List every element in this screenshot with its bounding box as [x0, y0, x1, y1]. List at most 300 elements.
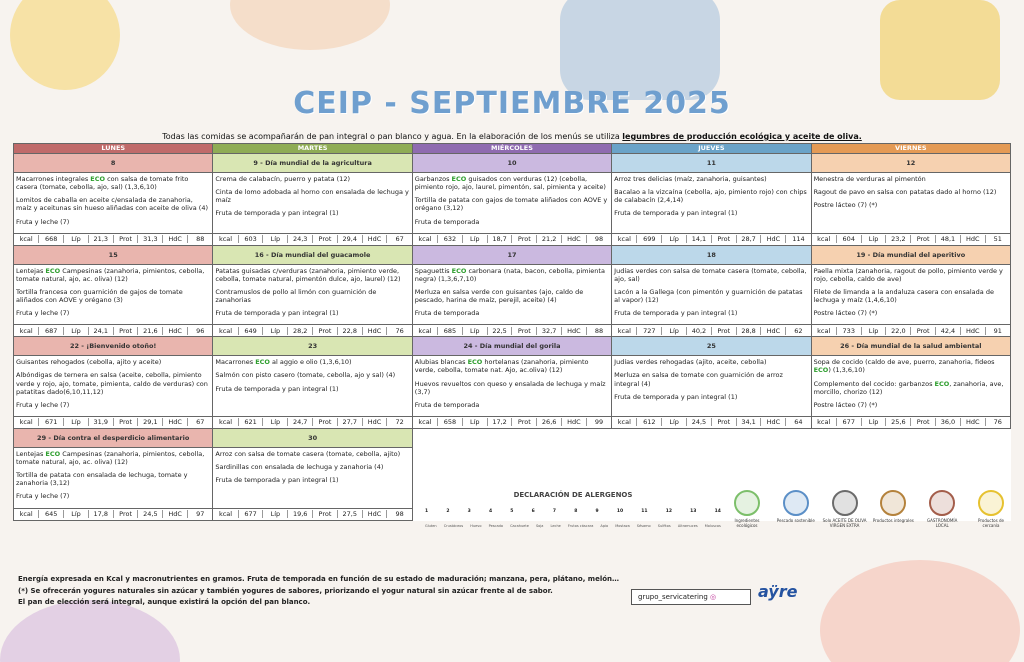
date-row	[14, 154, 1011, 173]
dish-line: Arroz con salsa de tomate casera (tomate, cebolla, ajito)	[215, 449, 401, 458]
date-header: 12	[811, 154, 1010, 173]
dish-line: Macarrones integrales ECO con salsa de tomate frito casera (tomate, cebolla, ajo, sal) (1,3,6,10)	[16, 175, 189, 192]
menu-row	[14, 264, 1011, 325]
nutrition-label: Prot	[911, 418, 936, 426]
nutrition-value-hdc: 51	[985, 235, 1010, 243]
date-header: 15	[14, 245, 213, 264]
nutrition-cell	[213, 325, 412, 337]
nutrition-value-hdc: 76	[387, 327, 412, 335]
nutrition-value-hdc: 114	[786, 235, 811, 243]
nutrition-value-hdc: 72	[387, 418, 412, 426]
nutrition-label: Líp	[263, 327, 288, 335]
day-thursday: JUEVES	[612, 144, 811, 154]
nutrition-label: HdC	[562, 418, 587, 426]
nutrition-value-prot: 21,6	[138, 327, 163, 335]
nutrition-cell	[612, 416, 811, 428]
nutrition-value-hdc: 88	[188, 235, 213, 243]
nutrition-value-lip: 24,7	[288, 418, 313, 426]
dish-line: Merluza en salsa de tomate con guarnición de arroz integral (4)	[614, 371, 783, 388]
nutrition-value-kcal: 733	[836, 327, 861, 335]
nutrition-value-kcal: 649	[238, 327, 263, 335]
nutrition-label: Prot	[911, 327, 936, 335]
allergen-name: Soja	[535, 524, 544, 528]
date-header: 11	[612, 154, 811, 173]
menu-table	[13, 143, 1011, 521]
nutrition-value-hdc: 76	[985, 418, 1010, 426]
nutrition-value-prot: 29,1	[138, 418, 163, 426]
day-menu-cell	[14, 356, 213, 417]
date-header: 9 - Día mundial de la agricultura	[213, 154, 412, 173]
nutrition-cell	[14, 325, 213, 337]
nutrition-label: Prot	[313, 418, 338, 426]
nutrition-value-hdc: 64	[786, 418, 811, 426]
allergen-number: 12	[665, 509, 672, 514]
logo-badge-icon	[783, 490, 809, 516]
nutrition-label: Líp	[64, 510, 89, 518]
nutrition-value-prot: 27,7	[337, 418, 362, 426]
nutrition-label: Prot	[113, 235, 138, 243]
nutrition-value-hdc: 97	[188, 510, 213, 518]
logo-caption: Pescado sostenible	[776, 518, 815, 523]
nutrition-label: Prot	[711, 327, 736, 335]
nutrition-label: HdC	[362, 327, 387, 335]
date-header: 18	[612, 245, 811, 264]
nutrition-row	[14, 416, 1011, 428]
nutrition-label: HdC	[761, 327, 786, 335]
dish-line: Albóndigas de ternera en salsa (aceite, cebolla, pimiento verde y rojo, ajo, tomate, pimienta, caldo de verduras) con patatitas dado(6,10,11,12)	[16, 371, 208, 396]
nutrition-value-kcal: 658	[438, 418, 463, 426]
nutrition-value-lip: 22,0	[886, 327, 911, 335]
date-header: 25	[612, 337, 811, 356]
day-menu-cell	[811, 264, 1010, 325]
nutrition-label: kcal	[617, 326, 631, 335]
decor-bag	[560, 0, 720, 100]
allergen-number: 7	[552, 509, 557, 514]
nutrition-label: HdC	[163, 235, 188, 243]
day-monday: LUNES	[14, 144, 213, 154]
nutrition-cell	[412, 325, 611, 337]
nutrition-label: Líp	[64, 235, 89, 243]
date-header: 10	[412, 154, 611, 173]
nutrition-label: Líp	[462, 235, 487, 243]
nutrition-value-lip: 24,3	[288, 235, 313, 243]
nutrition-label: Prot	[313, 235, 338, 243]
dish-line: Cinta de lomo adobada al horno con ensalada de lechuga y maíz	[215, 188, 409, 205]
nutrition-value-hdc: 91	[985, 327, 1010, 335]
date-header: 24 - Día mundial del gorila	[412, 337, 611, 356]
nutrition-value-kcal: 727	[637, 327, 662, 335]
certification-logo	[823, 490, 867, 550]
nutrition-value-kcal: 612	[637, 418, 662, 426]
day-menu-cell	[14, 173, 213, 234]
nutrition-value-prot: 48,1	[936, 235, 961, 243]
logo-caption: Ingredientes ecológicos	[734, 518, 760, 528]
date-header: 23	[213, 337, 412, 356]
nutrition-label: Prot	[911, 235, 936, 243]
dish-line: Garbanzos ECO guisados con verduras (12) (cebolla, pimiento rojo, ajo, laurel, pimentón, sal, pimienta y aceite)	[414, 175, 606, 192]
dessert-line: Fruta de temporada y pan integral (1)	[215, 476, 339, 485]
nutrition-value-hdc: 98	[387, 510, 412, 518]
nutrition-value-kcal: 668	[39, 235, 64, 243]
logo-badge-icon	[734, 490, 760, 516]
nutrition-label: Prot	[113, 418, 138, 426]
dish-line: Filete de limanda a la andaluza casera con ensalada de lechuga y maíz (1,4,6,10)	[813, 287, 994, 304]
decor-star	[880, 0, 1000, 100]
allergen-number: 10	[616, 509, 624, 514]
nutrition-cell	[811, 233, 1010, 245]
menu-row	[14, 173, 1011, 234]
nutrition-label: Líp	[263, 510, 288, 518]
allergen-name: Pescado	[488, 524, 503, 528]
nutrition-value-lip: 23,2	[886, 235, 911, 243]
nutrition-value-lip: 31,9	[88, 418, 113, 426]
nutrition-label: Líp	[861, 418, 886, 426]
eco-tag: ECO	[813, 366, 829, 375]
nutrition-label: HdC	[362, 510, 387, 518]
day-menu-cell	[213, 173, 412, 234]
nutrition-label: Líp	[64, 418, 89, 426]
nutrition-value-lip: 24,5	[687, 418, 712, 426]
allergen-title: DECLARACIÓN DE ALERGENOS	[498, 491, 648, 499]
nutrition-value-prot: 34,1	[736, 418, 761, 426]
date-header: 19 - Día mundial del aperitivo	[811, 245, 1010, 264]
nutrition-label: kcal	[817, 418, 831, 427]
certification-logo	[725, 490, 769, 550]
nutrition-label: HdC	[163, 327, 188, 335]
nutrition-label: Prot	[512, 418, 537, 426]
nutrition-cell	[14, 508, 213, 520]
nutrition-label: kcal	[418, 326, 432, 335]
nutrition-value-lip: 19,6	[288, 510, 313, 518]
nutrition-label: Líp	[662, 327, 687, 335]
dessert-line: Fruta y leche (7)	[16, 492, 70, 501]
nutrition-label: Líp	[263, 418, 288, 426]
dessert-line: Fruta de temporada	[414, 400, 480, 409]
certification-logo	[920, 490, 964, 550]
nutrition-value-kcal: 677	[836, 418, 861, 426]
dish-line: Spaguettis ECO carbonara (nata, bacon, cebolla, pimienta negra) (1,3,6,7,10)	[414, 266, 605, 283]
nutrition-value-lip: 28,2	[288, 327, 313, 335]
logo-caption: Solo ACEITE DE OLIVA VIRGEN EXTRA	[822, 518, 867, 528]
dish-line: Tortilla de patata con gajos de tomate aliñados con AOVE y orégano (3,12)	[414, 196, 608, 213]
nutrition-value-kcal: 632	[438, 235, 463, 243]
nutrition-cell	[14, 416, 213, 428]
dish-line: Lentejas ECO Campesinas (zanahoria, pimientos, cebolla, tomate natural, ajo, ac. oliva) (12)	[16, 449, 205, 466]
allergen-number: 6	[531, 509, 535, 514]
nutrition-label: HdC	[960, 235, 985, 243]
nutrition-label: kcal	[19, 418, 33, 427]
nutrition-label: kcal	[218, 235, 233, 244]
allergen-names	[423, 524, 723, 528]
intro-bold: legumbres de producción ecológica y aceite de oliva.	[622, 132, 862, 141]
day-menu-cell	[412, 264, 611, 325]
day-menu-cell	[14, 264, 213, 325]
dessert-line: Postre lácteo (7) (*)	[813, 309, 878, 318]
dish-line: Macarrones ECO al aggio e olio (1,3,6,10)	[215, 358, 352, 367]
date-header: 26 - Día mundial de la salud ambiental	[811, 337, 1010, 356]
eco-tag: ECO	[45, 266, 61, 275]
nutrition-value-kcal: 685	[438, 327, 463, 335]
nutrition-value-kcal: 604	[836, 235, 861, 243]
allergen-name: Mostaza	[615, 524, 630, 528]
nutrition-label: kcal	[19, 326, 33, 335]
dessert-line: Fruta y leche (7)	[16, 309, 70, 318]
dish-line: Patatas guisadas c/verduras (zanahoria, pimiento verde, cebolla, tomate natural, pimentón dulce, ajo, laurel) (12)	[215, 266, 401, 283]
dessert-line: Fruta y leche (7)	[16, 217, 70, 226]
date-header	[811, 428, 1010, 447]
nutrition-label: kcal	[617, 235, 631, 244]
dessert-line: Fruta de temporada y pan integral (1)	[215, 309, 339, 318]
nutrition-label: HdC	[960, 418, 985, 426]
dish-line: Guisantes rehogados (cebolla, ajito y aceite)	[16, 358, 162, 367]
nutrition-label: HdC	[362, 235, 387, 243]
logo-caption: GASTRONOMÍA LOCAL	[927, 518, 958, 528]
allergen-name: Altramuces	[677, 524, 698, 528]
certification-logo	[969, 490, 1013, 550]
nutrition-cell	[612, 325, 811, 337]
day-menu-cell	[612, 173, 811, 234]
date-row	[14, 428, 1011, 447]
dessert-line: Fruta de temporada y pan integral (1)	[614, 392, 738, 401]
dessert-line: Fruta de temporada	[414, 217, 480, 226]
nutrition-label: Líp	[64, 327, 89, 335]
nutrition-label: Líp	[462, 327, 487, 335]
nutrition-label: HdC	[163, 418, 188, 426]
nutrition-value-prot: 36,0	[936, 418, 961, 426]
eco-tag: ECO	[451, 266, 467, 275]
nutrition-cell	[612, 233, 811, 245]
nutrition-value-hdc: 98	[586, 235, 611, 243]
nutrition-label: kcal	[218, 509, 233, 518]
menu-row	[14, 356, 1011, 417]
allergen-declaration	[423, 485, 723, 575]
dish-line: Sopa de cocido (caldo de ave, puerro, zanahoria, fideos ECO) (1,3,6,10)	[813, 358, 995, 375]
nutrition-value-kcal: 621	[238, 418, 263, 426]
dessert-line: Postre lácteo (7) (*)	[813, 400, 878, 409]
nutrition-value-kcal: 677	[238, 510, 263, 518]
logo-caption: Productos integrales	[872, 518, 914, 523]
decor-bottom-right	[820, 560, 1020, 662]
date-row	[14, 337, 1011, 356]
nutrition-value-kcal: 699	[637, 235, 662, 243]
date-header: 22 - ¡Bienvenido otoño!	[14, 337, 213, 356]
nutrition-value-prot: 22,8	[337, 327, 362, 335]
allergen-name: Gluten	[425, 524, 437, 528]
dish-line: Salmón con pisto casero (tomate, cebolla, ajo y sal) (4)	[215, 371, 396, 380]
nutrition-label: kcal	[418, 418, 432, 427]
nutrition-value-lip: 14,1	[687, 235, 712, 243]
logo-caption: Productos de cercanía	[977, 518, 1004, 528]
allergen-name: Huevo	[470, 524, 482, 528]
nutrition-label: kcal	[617, 418, 631, 427]
logo-badge-icon	[929, 490, 955, 516]
nutrition-cell	[213, 416, 412, 428]
date-header: 30	[213, 428, 412, 447]
dish-line: Judías verdes rehogadas (ajito, aceite, cebolla)	[614, 358, 767, 367]
dish-line: Lacón a la Gallega (con pimentón y guarnición de patatas al vapor) (12)	[614, 287, 803, 304]
nutrition-label: HdC	[562, 235, 587, 243]
nutrition-value-kcal: 671	[39, 418, 64, 426]
nutrition-label: HdC	[163, 510, 188, 518]
nutrition-value-lip: 21,3	[88, 235, 113, 243]
dish-line: Merluza en salsa verde con guisantes (ajo, caldo de pescado, harina de maíz, perejil, aceite) (4)	[414, 287, 584, 304]
dessert-line: Fruta y leche (7)	[16, 400, 70, 409]
nutrition-value-prot: 28,7	[736, 235, 761, 243]
nutrition-label: Prot	[711, 418, 736, 426]
allergen-number: 4	[488, 509, 493, 514]
nutrition-label: Líp	[462, 418, 487, 426]
dish-line: Lomitos de caballa en aceite c/ensalada de zanahoria, maíz y aceitunas sin hueso aliñadas con aceite de oliva (4)	[16, 196, 208, 213]
certification-logo	[774, 490, 818, 550]
dish-line: Tortilla de patata con ensalada de lechuga, tomate y zanahoria (3,12)	[16, 471, 188, 488]
nutrition-row	[14, 325, 1011, 337]
date-header: 29 - Día contra el desperdicio alimentario	[14, 428, 213, 447]
nutrition-label: HdC	[562, 327, 587, 335]
nutrition-value-hdc: 99	[586, 418, 611, 426]
nutrition-value-lip: 40,2	[687, 327, 712, 335]
footer-line: El pan de elección será integral, aunque existirá la opción del pan blanco.	[18, 598, 311, 606]
nutrition-value-prot: 42,4	[936, 327, 961, 335]
nutrition-label: Líp	[662, 418, 687, 426]
nutrition-label: Prot	[512, 235, 537, 243]
day-menu-cell	[412, 173, 611, 234]
dish-line: Ragout de pavo en salsa con patatas dado al horno (12)	[813, 188, 997, 197]
allergen-number: 8	[574, 509, 578, 514]
dish-line: Sardinillas con ensalada de lechuga y zanahoria (4)	[215, 463, 384, 471]
nutrition-label: Líp	[861, 235, 886, 243]
nutrition-value-lip: 17,2	[487, 418, 512, 426]
day-wednesday: MIÉRCOLES	[412, 144, 611, 154]
allergen-number: 14	[714, 509, 721, 514]
nutrition-value-lip: 18,7	[487, 235, 512, 243]
instagram-text: grupo_servicatering	[638, 593, 708, 601]
nutrition-value-prot: 26,6	[537, 418, 562, 426]
allergen-number: 2	[446, 509, 450, 514]
nutrition-label: Prot	[113, 327, 138, 335]
date-header: 16 - Día mundial del guacamole	[213, 245, 412, 264]
allergen-numbers	[423, 509, 723, 514]
decor-blob	[230, 0, 390, 50]
logo-badge-icon	[832, 490, 858, 516]
nutrition-label: kcal	[19, 235, 33, 244]
page-title: CEIP - SEPTIEMBRE 2025	[293, 86, 731, 121]
day-tuesday: MARTES	[213, 144, 412, 154]
nutrition-value-prot: 21,2	[537, 235, 562, 243]
nutrition-label: kcal	[218, 326, 233, 335]
allergen-name: Cacahuete	[510, 524, 529, 528]
nutrition-value-prot: 27,5	[337, 510, 362, 518]
nutrition-value-prot: 24,5	[138, 510, 163, 518]
nutrition-value-prot: 32,7	[537, 327, 562, 335]
dessert-line: Fruta de temporada y pan integral (1)	[614, 309, 738, 318]
nutrition-value-lip: 17,8	[88, 510, 113, 518]
dish-line: Paella mixta (zanahoria, ragout de pollo, pimiento verde y rojo, cebolla, caldo de ave)	[813, 266, 1003, 283]
eco-tag: ECO	[451, 175, 467, 183]
intro-text	[0, 132, 1024, 141]
nutrition-label: Líp	[861, 327, 886, 335]
nutrition-label: kcal	[19, 509, 33, 518]
eco-tag: ECO	[934, 379, 950, 388]
day-menu-cell	[612, 356, 811, 417]
dish-line: Bacalao a la vizcaína (cebolla, ajo, pimiento rojo) con chips de calabacín (2,4,14)	[614, 188, 807, 205]
nutrition-label: Prot	[313, 327, 338, 335]
instagram-handle[interactable]	[631, 589, 751, 605]
nutrition-label: kcal	[817, 235, 831, 244]
nutrition-value-hdc: 96	[188, 327, 213, 335]
instagram-icon: ◎	[710, 593, 717, 601]
allergen-name: Apio	[600, 524, 609, 528]
nutrition-value-hdc: 67	[188, 418, 213, 426]
nutrition-value-kcal: 603	[238, 235, 263, 243]
dish-line: Crema de calabacín, puerro y patata (12)	[215, 175, 350, 183]
decor-sun	[10, 0, 120, 90]
nutrition-label: Prot	[113, 510, 138, 518]
nutrition-value-lip: 22,5	[487, 327, 512, 335]
day-menu-cell	[811, 173, 1010, 234]
dessert-line: Fruta de temporada y pan integral (1)	[215, 384, 339, 393]
nutrition-label: Líp	[263, 235, 288, 243]
dish-line: Arroz tres delicias (maíz, zanahoria, guisantes)	[614, 175, 767, 183]
nutrition-value-hdc: 88	[586, 327, 611, 335]
nutrition-cell	[811, 325, 1010, 337]
dish-line: Tortilla francesa con guarnición de gajos de tomate aliñados con AOVE y orégano (3)	[16, 287, 183, 304]
logo-badge-icon	[880, 490, 906, 516]
eco-tag: ECO	[255, 358, 270, 367]
footer-notes	[18, 574, 619, 609]
day-menu-cell	[612, 264, 811, 325]
footer-line: Energía expresada en Kcal y macronutrientes en gramos. Fruta de temporada en función de su estado de maduración; manzana, pera, plátano, melón…	[18, 575, 620, 583]
nutrition-cell	[213, 233, 412, 245]
allergen-number: 5	[510, 509, 514, 514]
dessert-line: Fruta de temporada y pan integral (1)	[215, 209, 339, 218]
dessert-line: Fruta de temporada y pan integral (1)	[614, 209, 738, 218]
dish-line: Contramuslos de pollo al limón con guarnición de zanahorias	[215, 287, 377, 304]
nutrition-label: Prot	[711, 235, 736, 243]
nutrition-value-kcal: 687	[39, 327, 64, 335]
allergen-number: 11	[641, 509, 648, 514]
allergen-name: Crustáceos	[443, 524, 464, 528]
dessert-line: Postre lácteo (7) (*)	[813, 201, 878, 210]
allergen-number: 13	[690, 509, 697, 514]
footer-line: (*) Se ofrecerán yogures naturales sin azúcar y también yogures de sabores, priorizando el yogur natural sin azúcar frente al de sabor.	[18, 586, 553, 595]
logos-row	[725, 490, 1013, 550]
day-menu-cell	[412, 356, 611, 417]
date-header: 8	[14, 154, 213, 173]
day-friday: VIERNES	[811, 144, 1010, 154]
nutrition-row	[14, 233, 1011, 245]
intro-plain: Todas las comidas se acompañarán de pan integral o pan blanco y agua. En la elaboración de los menús se utiliza	[162, 132, 620, 141]
date-header: 17	[412, 245, 611, 264]
nutrition-label: HdC	[960, 327, 985, 335]
nutrition-value-prot: 28,8	[736, 327, 761, 335]
logo-badge-icon	[978, 490, 1004, 516]
nutrition-value-prot: 31,3	[138, 235, 163, 243]
certification-logo	[871, 490, 915, 550]
allergen-number: 3	[467, 509, 471, 514]
nutrition-label: kcal	[817, 326, 831, 335]
nutrition-cell	[213, 508, 412, 520]
dish-line: Complemento del cocido: garbanzos ECO, zanahoria, ave, morcillo, chorizo (12)	[813, 379, 1004, 396]
brand-logo: aÿre	[758, 582, 798, 601]
nutrition-value-kcal: 645	[39, 510, 64, 518]
date-row	[14, 245, 1011, 264]
nutrition-value-prot: 29,4	[337, 235, 362, 243]
dessert-line: Fruta de temporada	[414, 309, 480, 318]
day-menu-cell	[213, 447, 412, 508]
nutrition-label: HdC	[362, 418, 387, 426]
dish-line: Lentejas ECO Campesinas (zanahoria, pimientos, cebolla, tomate natural, ajo, ac. oliva) (12)	[16, 266, 205, 283]
dish-line: Menestra de verduras al pimentón	[813, 175, 926, 183]
